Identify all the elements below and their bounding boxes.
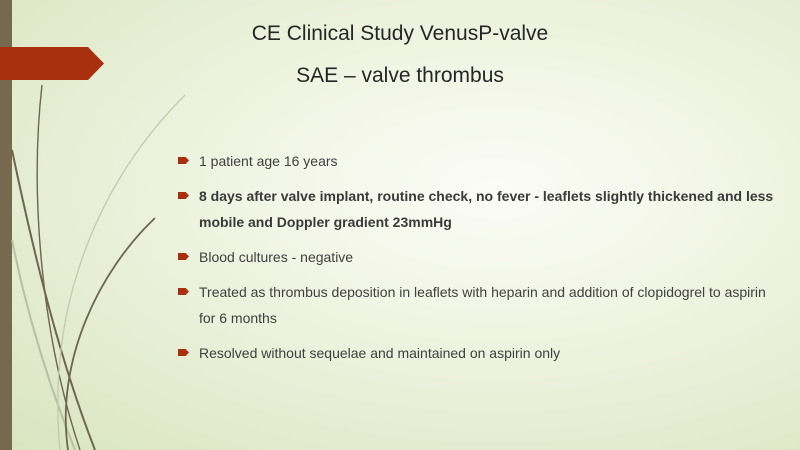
bullet-text: 8 days after valve implant, routine check, no fever - leaflets slightly thickened and less mobile and Doppler gradient 23mmHg bbox=[199, 188, 774, 230]
slide-title-line1: CE Clinical Study VenusP-valve bbox=[251, 22, 549, 45]
swirl-line bbox=[12, 240, 75, 450]
bullet-item bbox=[175, 340, 775, 366]
bullet-text: 1 patient age 16 years bbox=[199, 153, 338, 169]
swirl-line bbox=[12, 150, 95, 450]
arrow-bullet-icon bbox=[178, 253, 189, 260]
bullet-item bbox=[175, 148, 775, 174]
swirl-line bbox=[58, 95, 185, 450]
arrow-bullet-icon bbox=[178, 349, 189, 356]
swirl-line bbox=[37, 85, 80, 450]
bullet-item bbox=[175, 183, 775, 235]
bullet-text: Resolved without sequelae and maintained on aspirin only bbox=[199, 345, 561, 361]
bullet-text: Blood cultures - negative bbox=[199, 249, 354, 265]
bullet-text: Treated as thrombus deposition in leaflets with heparin and addition of clopidogrel to aspirin for 6 months bbox=[199, 284, 766, 326]
bullet-item bbox=[175, 279, 775, 331]
arrow-bullet-icon bbox=[178, 192, 189, 199]
arrow-bullet-icon bbox=[178, 288, 189, 295]
slide-title-line2: SAE – valve thrombus bbox=[296, 64, 504, 87]
arrow-bullet-icon bbox=[178, 157, 189, 164]
bullet-item bbox=[175, 244, 775, 270]
swirl-line bbox=[66, 218, 155, 450]
bullet-list bbox=[175, 148, 775, 375]
